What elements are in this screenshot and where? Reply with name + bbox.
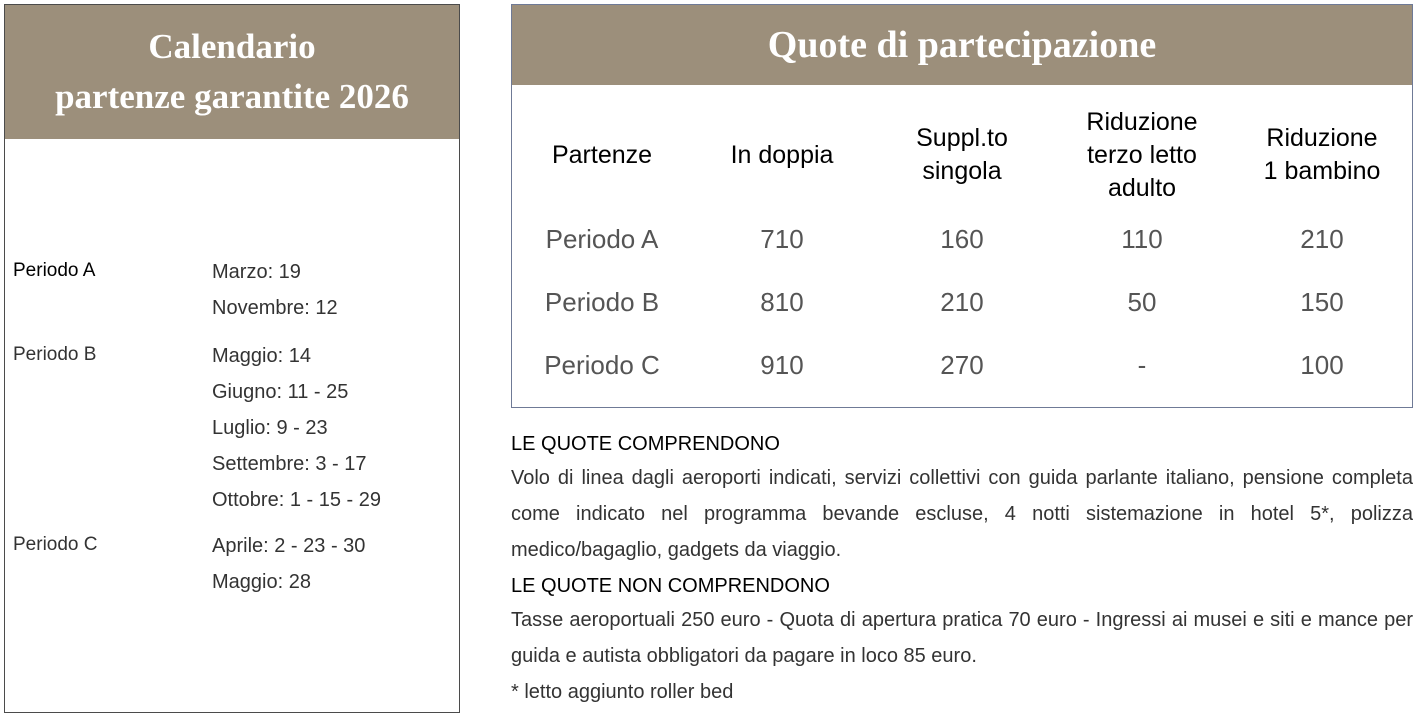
column-header-doppia: In doppia — [730, 140, 834, 169]
date-entry: Maggio: 28 — [212, 571, 311, 593]
calendar-panel — [4, 4, 460, 713]
period-name: Periodo B — [13, 344, 97, 365]
period-dates — [212, 344, 381, 524]
date-entry: Aprile: 2 - 23 - 30 — [212, 535, 366, 557]
cell-terzo: 50 — [1127, 287, 1157, 317]
cell-terzo: 110 — [1121, 224, 1163, 254]
excluded-heading: LE QUOTE NON COMPRENDONO — [511, 575, 830, 597]
cell-singola: 270 — [940, 350, 984, 380]
notes-section — [511, 428, 1413, 710]
period-dates — [212, 260, 338, 332]
date-entry: Settembre: 3 - 17 — [212, 453, 367, 475]
cell-singola: 160 — [940, 224, 984, 254]
date-entry: Marzo: 19 — [212, 261, 301, 283]
cell-doppia: 710 — [760, 224, 804, 254]
cell-bambino: 100 — [1300, 350, 1344, 380]
calendar-header — [5, 5, 459, 139]
cell-bambino: 210 — [1300, 224, 1344, 254]
date-entry: Luglio: 9 - 23 — [212, 417, 328, 439]
cell-doppia: 910 — [760, 350, 804, 380]
cell-period: Periodo A — [545, 224, 659, 254]
cell-doppia: 810 — [760, 287, 804, 317]
column-header-bambino: Riduzione 1 bambino — [1263, 124, 1381, 185]
date-entry: Maggio: 14 — [212, 345, 311, 367]
calendar-title-line2: partenze garantite 2026 — [55, 77, 409, 116]
column-header-singola: Suppl.to singola — [916, 124, 1008, 185]
excluded-text: Tasse aeroportuali 250 euro - Quota di apertura pratica 70 euro - Ingressi ai musei e siti e mance per guida e autista obbligatori da pagare in loco 85 euro. — [511, 609, 1413, 667]
calendar-title-line1: Calendario — [148, 27, 316, 66]
period-dates — [212, 534, 365, 606]
column-header-terzo-letto: Riduzione terzo letto adulto — [1086, 107, 1198, 202]
cell-terzo: - — [1137, 350, 1147, 380]
quotes-panel — [511, 4, 1413, 408]
included-heading: LE QUOTE COMPRENDONO — [511, 433, 780, 455]
cell-singola: 210 — [940, 287, 984, 317]
cell-period: Periodo B — [544, 287, 660, 317]
cell-bambino: 150 — [1300, 287, 1344, 317]
date-entry: Giugno: 11 - 25 — [212, 381, 349, 403]
quotes-header: Quote di partecipazione — [512, 5, 1412, 85]
included-text: Volo di linea dagli aeroporti indicati, servizi collettivi con guida parlante italiano, pensione completa come indicato nel programma bevande escluse, 4 notti sistemazione in hotel 5*, polizza medico/bagaglio, gadgets da viaggio. — [511, 467, 1413, 561]
footnote: * letto aggiunto roller bed — [511, 681, 734, 703]
date-entry: Novembre: 12 — [212, 297, 338, 319]
cell-period: Periodo C — [544, 350, 660, 380]
date-entry: Ottobre: 1 - 15 - 29 — [212, 489, 381, 511]
period-name: Periodo C — [13, 534, 98, 555]
period-name: Periodo A — [13, 260, 96, 281]
column-header-partenze: Partenze — [551, 140, 653, 169]
